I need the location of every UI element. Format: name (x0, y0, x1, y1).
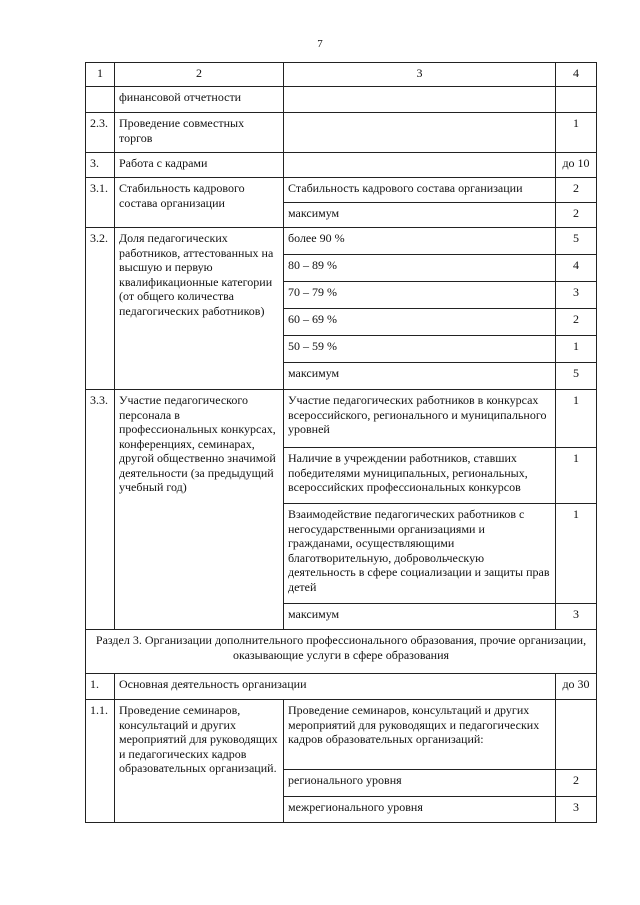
score: 2 (556, 203, 597, 228)
criterion: 50 – 59 % (284, 336, 556, 363)
item-number: 3.1. (86, 178, 115, 228)
indicator-name: Проведение совместных торгов (115, 113, 284, 153)
indicator-name: Участие педагогического персонала в профессиональных конкурсах, конференциях, семинарах, другой общественно значимой деятельности (за предыдущий учебный год) (115, 390, 284, 630)
indicator-name: Работа с кадрами (115, 153, 284, 178)
table-row (86, 113, 597, 153)
table-row (86, 700, 597, 770)
table-row (86, 87, 597, 113)
score: 3 (556, 282, 597, 309)
criterion: максимум (284, 604, 556, 630)
item-number: 1.1. (86, 700, 115, 823)
score: 2 (556, 770, 597, 797)
score: 1 (556, 504, 597, 604)
table-row (86, 153, 597, 178)
criteria-table (85, 62, 597, 823)
criterion: 60 – 69 % (284, 309, 556, 336)
header-cell: 4 (556, 63, 597, 87)
table-row (86, 178, 597, 203)
criterion: Взаимодействие педагогических работников с негосударственными организациями и гражданами, осуществляющими благотворительную, добровольческую деятельность в сфере социализации и защиты прав детей (284, 504, 556, 604)
section-row (86, 630, 597, 674)
criterion: Наличие в учреждении работников, ставших победителями муниципальных, региональных, всероссийских профессиональных конкурсов (284, 448, 556, 504)
section-title: Раздел 3. Организации дополнительного профессионального образования, прочие организации, оказывающие услуги в сфере образования (86, 630, 597, 674)
score: до 10 (556, 153, 597, 178)
score: 1 (556, 448, 597, 504)
criterion: Стабильность кадрового состава организации (284, 178, 556, 203)
score: 3 (556, 604, 597, 630)
page-number: 7 (317, 38, 323, 50)
table-row (86, 674, 597, 700)
table-row (86, 390, 597, 448)
score: 2 (556, 178, 597, 203)
item-number: 3. (86, 153, 115, 178)
score: 2 (556, 309, 597, 336)
header-row (86, 63, 597, 87)
item-number: 1. (86, 674, 115, 700)
criterion: более 90 % (284, 228, 556, 255)
criterion: регионального уровня (284, 770, 556, 797)
criterion: Проведение семинаров, консультаций и других мероприятий для руководящих и педагогических кадров образовательных организаций: (284, 700, 556, 770)
table-row (86, 228, 597, 255)
score: 1 (556, 336, 597, 363)
score (556, 700, 597, 770)
item-number: 3.2. (86, 228, 115, 390)
score: 5 (556, 363, 597, 390)
score: 1 (556, 390, 597, 448)
indicator-name: Основная деятельность организации (115, 674, 556, 700)
score: до 30 (556, 674, 597, 700)
item-number: 3.3. (86, 390, 115, 630)
indicator-name: Проведение семинаров, консультаций и других мероприятий для руководящих и педагогических кадров образовательных организаций. (115, 700, 284, 823)
indicator-name: Стабильность кадрового состава организации (115, 178, 284, 228)
score: 1 (556, 113, 597, 153)
criterion: Участие педагогических работников в конкурсах всероссийского, регионального и муниципального уровней (284, 390, 556, 448)
header-cell: 2 (115, 63, 284, 87)
criterion: максимум (284, 203, 556, 228)
criterion: 80 – 89 % (284, 255, 556, 282)
criterion: 70 – 79 % (284, 282, 556, 309)
indicator-name: Доля педагогических работников, аттестованных на высшую и первую квалификационные категории (от общего количества педагогических работников) (115, 228, 284, 390)
item-number: 2.3. (86, 113, 115, 153)
criterion: максимум (284, 363, 556, 390)
header-cell: 1 (86, 63, 115, 87)
score: 3 (556, 797, 597, 823)
indicator-name: финансовой отчетности (115, 87, 284, 113)
score: 4 (556, 255, 597, 282)
score: 5 (556, 228, 597, 255)
header-cell: 3 (284, 63, 556, 87)
criterion: межрегионального уровня (284, 797, 556, 823)
